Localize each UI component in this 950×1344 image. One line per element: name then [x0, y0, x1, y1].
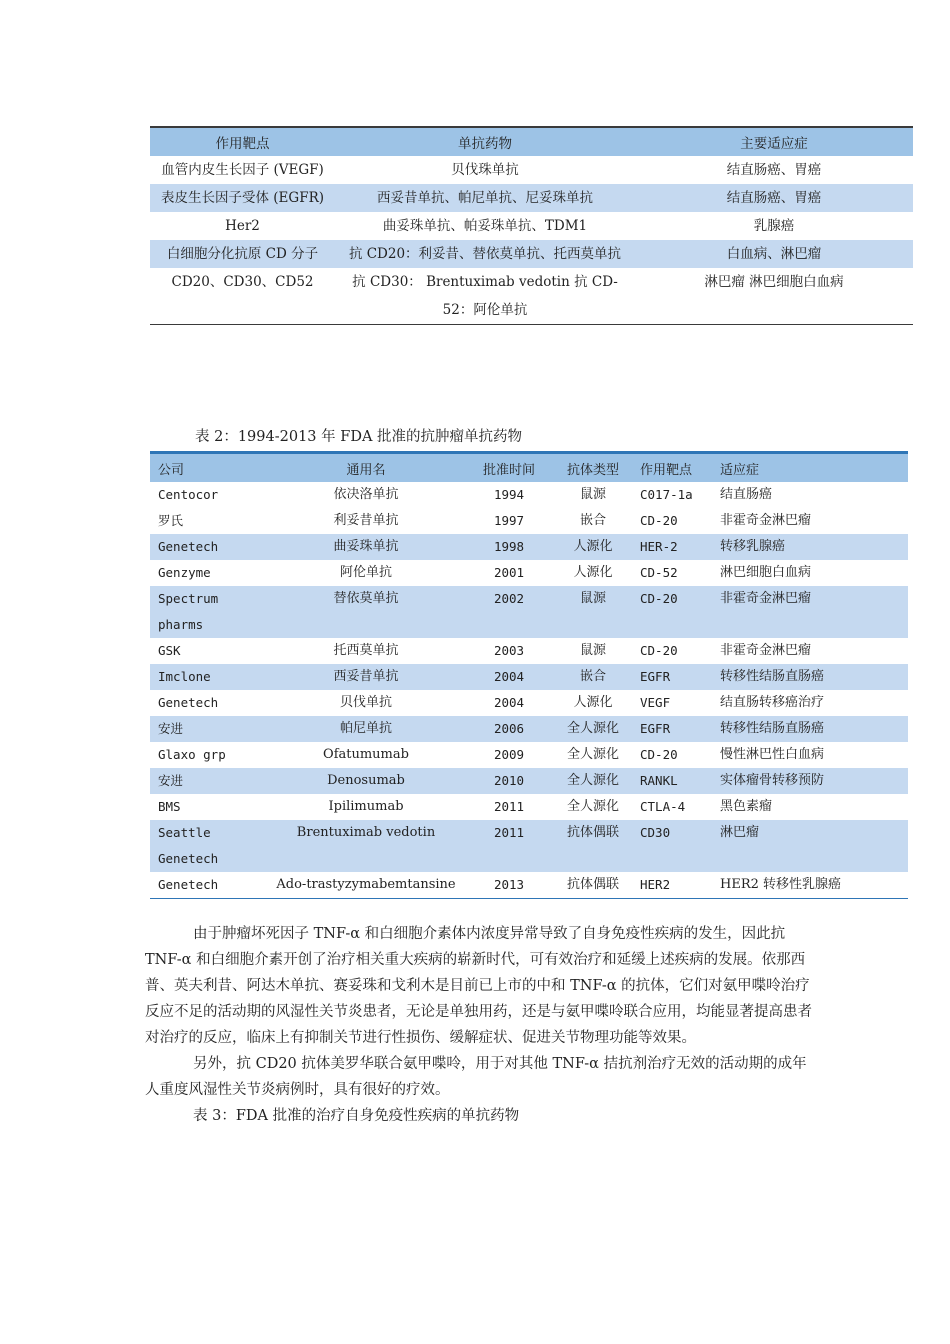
name-cell: 帕尼单抗 — [268, 716, 464, 742]
header-cell: 作用靶点 — [632, 453, 712, 483]
company-cell: Seattle Genetech — [150, 820, 268, 872]
header-cell: 作用靶点 — [150, 127, 335, 156]
type-cell: 鼠源 — [579, 487, 606, 502]
type-cell: 人源化 — [573, 695, 613, 710]
table-row — [150, 794, 908, 820]
company-cell: 罗氏 — [158, 513, 184, 528]
name-cell: 托西莫单抗 — [333, 643, 399, 658]
name-cell: 贝伐单抗 — [339, 695, 392, 710]
year-cell: 1997 — [493, 513, 525, 528]
table-row — [150, 268, 913, 325]
company-cell: GSK — [158, 643, 181, 658]
year-cell: 2001 — [493, 565, 525, 580]
target-cell: HER2 — [632, 872, 712, 899]
paragraph-cd20: 另外，抗 CD20 抗体美罗华联合氨甲喋呤，用于对其他 TNF-α 拮抗剂治疗无效的活动期的成年人重度风湿性关节炎病例时，具有很好的疗效。 — [145, 1056, 807, 1098]
header-cell: 单抗药物 — [335, 127, 635, 156]
company-cell: Genetech — [150, 534, 268, 560]
target-cell: CD-20 — [640, 747, 678, 762]
indication-cell: 淋巴瘤 淋巴细胞白血病 — [635, 268, 913, 325]
target-cell: CD-20 — [632, 586, 712, 638]
year-cell: 2004 — [464, 664, 554, 690]
company-cell: 安进 — [150, 768, 268, 794]
table-row — [150, 240, 913, 268]
paragraph-tnf: 由于肿瘤坏死因子 TNF-α 和白细胞介素体内浓度异常导致了自身免疫性疾病的发生，因此抗 TNF-α 和白细胞介素开创了治疗相关重大疾病的崭新时代，可有效治疗和延缓上述疾病的发展。依那西普、英夫利昔、阿达木单抗、赛妥珠和戈利木是目前已上市的中和 TNF-α 的抗体，它们对氨甲喋呤治疗反应不足的活动期的风湿性关节炎患者，无论是单独用药，还是与氨甲喋呤联合应用，均能显著提高患者对治疗的反应，临床上有抑制关节进行性损伤、缓解症状、促进关节物理功能等效果。 — [145, 926, 812, 1046]
table-2-header — [150, 453, 908, 483]
year-cell: 2004 — [493, 695, 525, 710]
name-cell: Brentuximab vedotin — [268, 820, 464, 872]
company-cell: Genetech — [158, 695, 219, 710]
table-1 — [150, 126, 913, 325]
type-cell: 全人源化 — [554, 768, 632, 794]
header-cell: 适应症 — [712, 453, 908, 483]
drugs-cell: 抗 CD30： Brentuximab vedotin 抗 CD-52：阿伦单抗 — [335, 268, 635, 325]
indication-cell: 白血病、淋巴瘤 — [635, 240, 913, 268]
indication-cell: 黑色素瘤 — [720, 799, 773, 814]
table-row — [150, 820, 908, 872]
table-1-header — [150, 127, 913, 156]
target-cell: 血管内皮生长因子 (VEGF) — [161, 162, 324, 178]
table-row — [150, 768, 908, 794]
year-cell: 2013 — [464, 872, 554, 899]
year-cell: 2009 — [493, 747, 525, 762]
type-cell: 抗体偶联 — [554, 872, 632, 899]
target-cell: CD20、CD30、CD52 — [150, 268, 335, 325]
paragraph-body — [145, 921, 820, 1129]
type-cell: 全人源化 — [566, 747, 619, 762]
year-cell: 2006 — [464, 716, 554, 742]
company-cell: BMS — [158, 799, 181, 814]
drugs-cell: 西妥昔单抗、帕尼单抗、尼妥珠单抗 — [335, 184, 635, 212]
table-row — [150, 184, 913, 212]
indication-cell: 非霍奇金淋巴瘤 — [720, 513, 812, 528]
indication-cell: 结直肠癌 — [720, 487, 773, 502]
target-cell: RANKL — [632, 768, 712, 794]
target-cell: VEGF — [640, 695, 671, 710]
type-cell: 嵌合 — [579, 513, 606, 528]
name-cell: Ofatumumab — [323, 747, 409, 762]
type-cell: 嵌合 — [554, 664, 632, 690]
header-cell: 抗体类型 — [554, 453, 632, 483]
year-cell: 2011 — [464, 820, 554, 872]
indication-cell: 结直肠癌、胃癌 — [635, 184, 913, 212]
table-row — [150, 508, 908, 534]
target-cell: 白细胞分化抗原 CD 分子 — [150, 240, 335, 268]
target-cell: CD-20 — [640, 643, 678, 658]
name-cell: 曲妥珠单抗 — [268, 534, 464, 560]
header-cell: 批准时间 — [464, 453, 554, 483]
target-cell: CD-52 — [640, 565, 678, 580]
company-cell: Centocor — [158, 487, 219, 502]
target-cell: EGFR — [632, 664, 712, 690]
year-cell: 2002 — [464, 586, 554, 638]
name-cell: 依决洛单抗 — [333, 487, 399, 502]
company-cell: Spectrum pharms — [150, 586, 268, 638]
name-cell: 西妥昔单抗 — [268, 664, 464, 690]
table-3-caption: 表 3：FDA 批准的治疗自身免疫性疾病的单抗药物 — [193, 1108, 520, 1124]
year-cell: 2011 — [493, 799, 525, 814]
name-cell: 替依莫单抗 — [268, 586, 464, 638]
indication-cell: 乳腺癌 — [753, 218, 795, 234]
drugs-cell: 贝伐珠单抗 — [451, 162, 519, 178]
target-cell: CTLA-4 — [640, 799, 686, 814]
table-2-caption: 表 2：1994-2013 年 FDA 批准的抗肿瘤单抗药物 — [195, 429, 523, 445]
target-cell: CD30 — [632, 820, 712, 872]
table-row — [150, 586, 908, 638]
type-cell: 抗体偶联 — [554, 820, 632, 872]
target-cell: 表皮生长因子受体 (EGFR) — [150, 184, 335, 212]
target-cell: EGFR — [632, 716, 712, 742]
company-cell: Glaxo grp — [158, 747, 226, 762]
indication-cell: 淋巴瘤 — [712, 820, 908, 872]
year-cell: 1994 — [493, 487, 525, 502]
type-cell: 人源化 — [573, 565, 613, 580]
target-cell: HER-2 — [632, 534, 712, 560]
table-row — [150, 638, 908, 664]
indication-cell: 淋巴细胞白血病 — [720, 565, 812, 580]
name-cell: 利妥昔单抗 — [333, 513, 399, 528]
indication-cell: 转移性结肠直肠癌 — [712, 664, 908, 690]
type-cell: 人源化 — [554, 534, 632, 560]
indication-cell: 转移性结肠直肠癌 — [712, 716, 908, 742]
name-cell: Ipilimumab — [328, 799, 404, 814]
indication-cell: 非霍奇金淋巴瘤 — [720, 643, 812, 658]
table-row — [150, 156, 913, 184]
type-cell: 鼠源 — [579, 643, 606, 658]
table-row — [150, 534, 908, 560]
table-row — [150, 716, 908, 742]
indication-cell: 实体瘤骨转移预防 — [712, 768, 908, 794]
target-cell: C017-1a — [640, 487, 693, 502]
type-cell: 全人源化 — [566, 799, 619, 814]
target-cell: Her2 — [225, 218, 260, 234]
table-row — [150, 664, 908, 690]
drugs-cell: 抗 CD20：利妥昔、替依莫单抗、托西莫单抗 — [335, 240, 635, 268]
name-cell: Denosumab — [268, 768, 464, 794]
indication-cell: 结直肠转移癌治疗 — [720, 695, 825, 710]
type-cell: 全人源化 — [554, 716, 632, 742]
indication-cell: 非霍奇金淋巴瘤 — [712, 586, 908, 638]
year-cell: 2003 — [493, 643, 525, 658]
header-cell: 通用名 — [268, 453, 464, 483]
year-cell: 1998 — [464, 534, 554, 560]
name-cell: 阿伦单抗 — [339, 565, 392, 580]
table-2 — [150, 451, 908, 899]
indication-cell: 结直肠癌、胃癌 — [726, 162, 822, 178]
header-cell: 主要适应症 — [635, 127, 913, 156]
company-cell: Imclone — [150, 664, 268, 690]
indication-cell: 慢性淋巴性白血病 — [720, 747, 825, 762]
table-row — [150, 872, 908, 899]
drugs-cell: 曲妥珠单抗、帕妥珠单抗、TDM1 — [382, 218, 588, 234]
table-row — [150, 482, 908, 508]
type-cell: 鼠源 — [554, 586, 632, 638]
company-cell: 安进 — [150, 716, 268, 742]
company-cell: Genetech — [150, 872, 268, 899]
year-cell: 2010 — [464, 768, 554, 794]
header-cell: 公司 — [150, 453, 268, 483]
table-row — [150, 212, 913, 240]
target-cell: CD-20 — [640, 513, 678, 528]
indication-cell: HER2 转移性乳腺癌 — [712, 872, 908, 899]
table-row — [150, 690, 908, 716]
name-cell: Ado-trastyzymabemtansine — [268, 872, 464, 899]
company-cell: Genzyme — [158, 565, 211, 580]
table-row — [150, 560, 908, 586]
indication-cell: 转移乳腺癌 — [712, 534, 908, 560]
table-row — [150, 742, 908, 768]
